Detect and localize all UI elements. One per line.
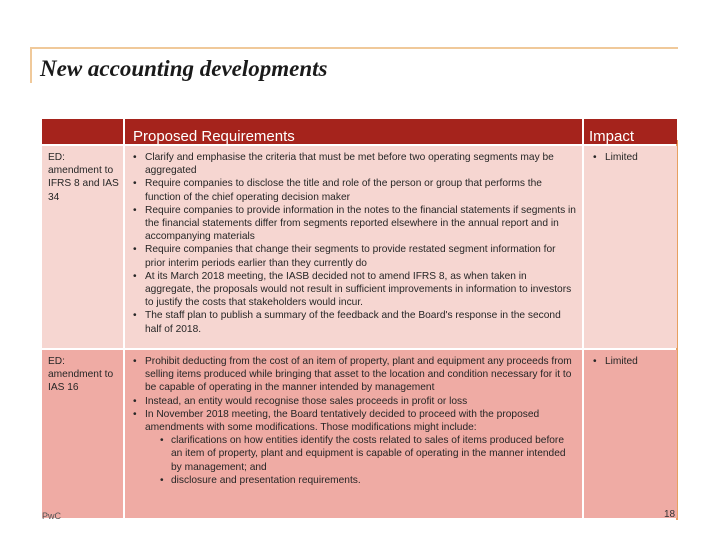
bullet-icon: •: [133, 310, 137, 322]
list-item: • Limited: [593, 152, 638, 163]
bullet-icon: •: [160, 474, 164, 486]
list-item: • Require companies that change their segments to provide restated segment information for prior interim periods earlier than they currently do: [133, 244, 556, 269]
bullet-icon: •: [133, 408, 137, 420]
bullet-icon: •: [593, 356, 597, 367]
row2-requirements: [125, 350, 582, 518]
frame-left-line: [30, 47, 32, 83]
header-impact: Impact: [584, 119, 677, 144]
header-proposed-requirements: Proposed Requirements: [125, 119, 582, 144]
row1-topic: ED: amendment to IFRS 8 and IAS 34: [42, 146, 123, 348]
row2-impact: [584, 350, 677, 518]
row2-impact-list: [587, 355, 673, 368]
list-item: • At its March 2018 meeting, the IASB decided not to amend IFRS 8, as when taken in aggregate, the proposals would not result in sufficient improvements in information to investors to justify the costs that stakeholders would incur.: [133, 270, 572, 309]
list-item: • In November 2018 meeting, the Board tentatively decided to proceed with the proposed amendments with some modifications. Those modifications might include:: [133, 408, 540, 434]
row2-sub-list: [127, 434, 578, 487]
frame-top-line: [30, 47, 678, 49]
list-item: • Clarify and emphasise the criteria that must be met before two operating segments may be aggregated: [133, 152, 554, 177]
list-item: • clarifications on how entities identify the costs related to sales of items produced before an item of property, plant and equipment is capable of operating in the manner intended by management; and: [160, 435, 566, 473]
footer-brand: PwC: [42, 511, 62, 521]
list-item: • Limited: [593, 356, 638, 367]
bullet-icon: •: [133, 178, 137, 190]
bullet-icon: •: [133, 356, 137, 367]
list-item: • disclosure and presentation requirements.: [160, 474, 361, 486]
row1-requirements-list: [127, 151, 578, 336]
bullet-icon: •: [133, 270, 137, 282]
page-title: New accounting developments: [40, 56, 328, 81]
list-item: • The staff plan to publish a summary of the feedback and the Board's response in the second half of 2018.: [133, 310, 561, 335]
bullet-icon: •: [133, 204, 137, 216]
list-item: • Require companies to disclose the title and role of the person or group that performs the function of the chief operating decision maker: [133, 178, 542, 203]
bullet-icon: •: [133, 152, 137, 163]
row2-requirements-list: [127, 355, 578, 434]
row1-requirements: [125, 146, 582, 348]
row1-impact-list: [587, 151, 673, 164]
bullet-icon: •: [133, 244, 137, 256]
row1-impact: [584, 146, 677, 348]
bullet-icon: •: [133, 395, 137, 407]
bullet-icon: •: [160, 435, 164, 447]
page-number: 18: [664, 509, 676, 520]
bullet-icon: •: [593, 152, 597, 163]
list-item: • Prohibit deducting from the cost of an item of property, plant and equipment any proceeds from selling items produced while bringing that asset to the location and condition necessary for it to be capable of operating in the manner intended by management: [133, 356, 572, 394]
list-item: • Require companies to provide information in the notes to the financial statements if segments in the financial statements differ from segments reported elsewhere in the annual report and in accompanying materials: [133, 204, 576, 243]
row2-topic: ED: amendment to IAS 16: [42, 350, 123, 518]
list-item: • Instead, an entity would recognise those sales proceeds in profit or loss: [133, 395, 468, 407]
header-topic: [42, 119, 123, 144]
